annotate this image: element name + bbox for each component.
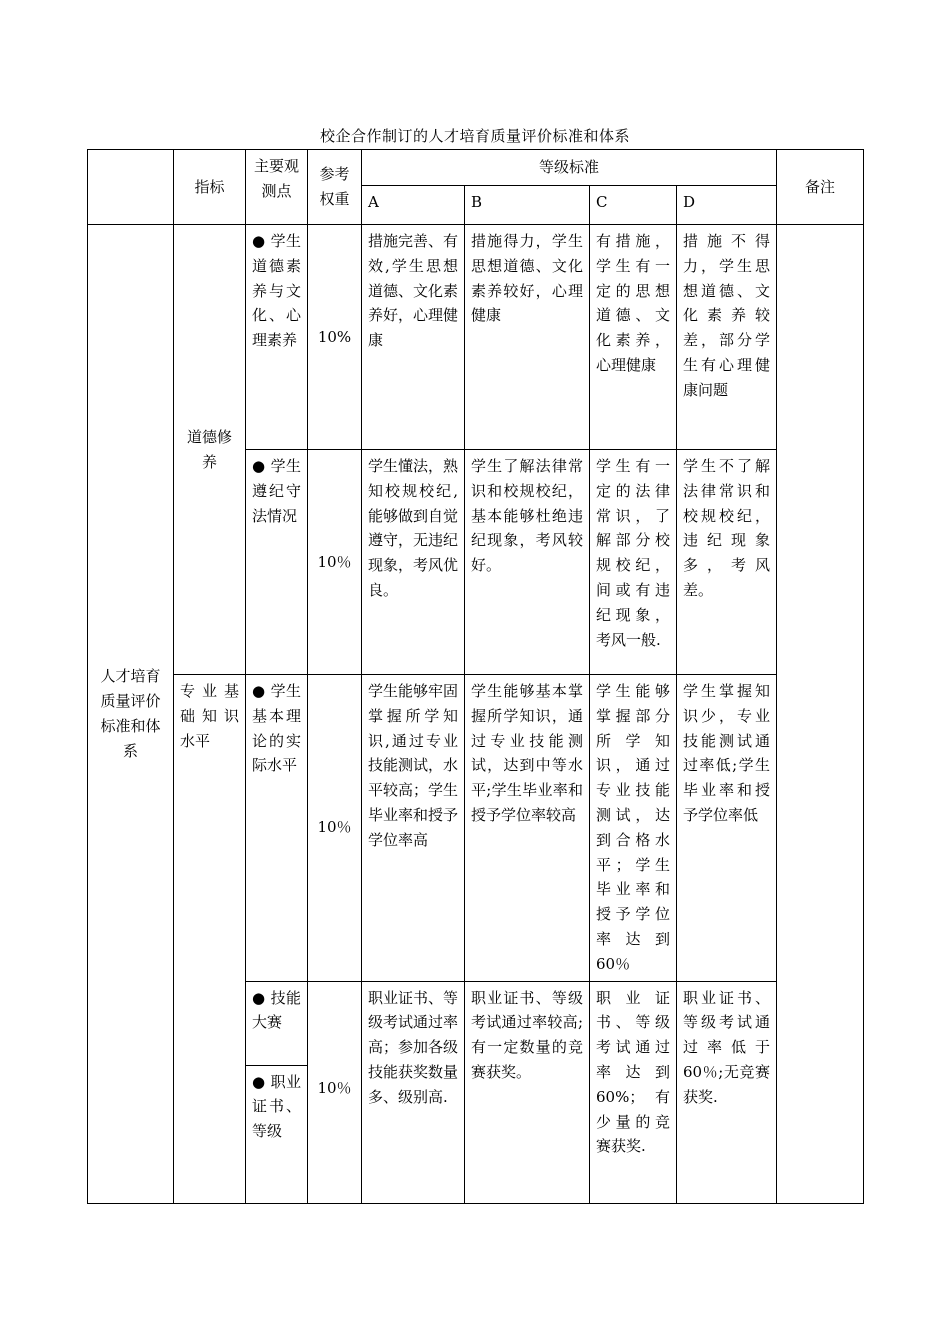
grade-d-cell: 学生不了解法律常识和校规校纪，违纪现象多，考风差。: [677, 450, 777, 675]
grade-c-cell: 学生有一定的法律常识，了解部分校规校纪，间或有违纪现象，考风一般.: [590, 450, 677, 675]
table-row: [88, 675, 864, 982]
grade-d-cell: 学生掌握知识少，专业技能测试通过率低;学生毕业率和授予学位率低: [677, 675, 777, 982]
group-professional-cell: 专业基础知识水平: [174, 675, 246, 1204]
observation-point: ● 技能大赛: [246, 981, 308, 1065]
system-label-cell: 人才培育质量评价标准和体系: [88, 225, 174, 1204]
observation-point: ● 学生遵纪守法情况: [246, 450, 308, 675]
header-grade-b: B: [465, 186, 590, 225]
grade-c-cell: 学生能够掌握部分所学知识，通过专业技能测试，达到合格水平；学生毕业率和授予学位率达到60％: [590, 675, 677, 982]
grade-a-cell: 职业证书、等级考试通过率高；参加各级技能获奖数量多、级别高.: [362, 981, 465, 1203]
grade-d-cell: 措施不得力，学生思想道德、文化素养较差，部分学生有心理健康问题: [677, 225, 777, 450]
header-grade-standard: 等级标准: [362, 150, 777, 186]
header-corner-cell: [88, 150, 174, 225]
weight-cell: 10％: [308, 675, 362, 982]
evaluation-table: [87, 149, 864, 1204]
header-observation: 主要观测点: [246, 150, 308, 225]
page-title: 校企合作制订的人才培育质量评价标准和体系: [319, 127, 630, 145]
header-weight: 参考权重: [308, 150, 362, 225]
grade-c-cell: 职业证书、等级考试通过率达到60%；有少量的竞赛获奖.: [590, 981, 677, 1203]
grade-a-cell: 学生懂法，熟知校规校纪,能够做到自觉遵守，无违纪现象，考风优良。: [362, 450, 465, 675]
grade-a-cell: 学生能够牢固掌握所学知识,通过专业技能测试，水平较高；学生毕业率和授予学位率高: [362, 675, 465, 982]
header-grade-c: C: [590, 186, 677, 225]
header-grade-a: A: [362, 186, 465, 225]
header-indicator: 指标: [174, 150, 246, 225]
grade-d-cell: 职业证书、等级考试通过率低于60％;无竞赛获奖.: [677, 981, 777, 1203]
observation-point: ● 职业证书、等级: [246, 1065, 308, 1203]
grade-a-cell: 措施完善、有效,学生思想道德、文化素养好，心理健康: [362, 225, 465, 450]
grade-b-cell: 学生了解法律常识和校规校纪，基本能够杜绝违纪现象，考风较好。: [465, 450, 590, 675]
header-remarks: 备注: [777, 150, 864, 225]
weight-cell: 10％: [308, 981, 362, 1203]
table-row: [88, 225, 864, 450]
grade-c-cell: 有措施，学生有一定的思想道德、文化素养，心理健康: [590, 225, 677, 450]
observation-point: ● 学生道德素养与文化、心理素养: [246, 225, 308, 450]
weight-cell: 10％: [308, 450, 362, 675]
header-row-1: [88, 150, 864, 186]
group-moral-cell: 道德修养: [174, 225, 246, 675]
observation-point: ● 学生基本理论的实际水平: [246, 675, 308, 982]
weight-cell: 10%: [308, 225, 362, 450]
grade-b-cell: 学生能够基本掌握所学知识，通过专业技能测试，达到中等水平;学生毕业率和授予学位率较高: [465, 675, 590, 982]
grade-b-cell: 职业证书、等级考试通过率较高;有一定数量的竞赛获奖。: [465, 981, 590, 1203]
grade-b-cell: 措施得力，学生思想道德、文化素养较好，心理健康: [465, 225, 590, 450]
header-grade-d: D: [677, 186, 777, 225]
remarks-cell: [777, 225, 864, 1204]
